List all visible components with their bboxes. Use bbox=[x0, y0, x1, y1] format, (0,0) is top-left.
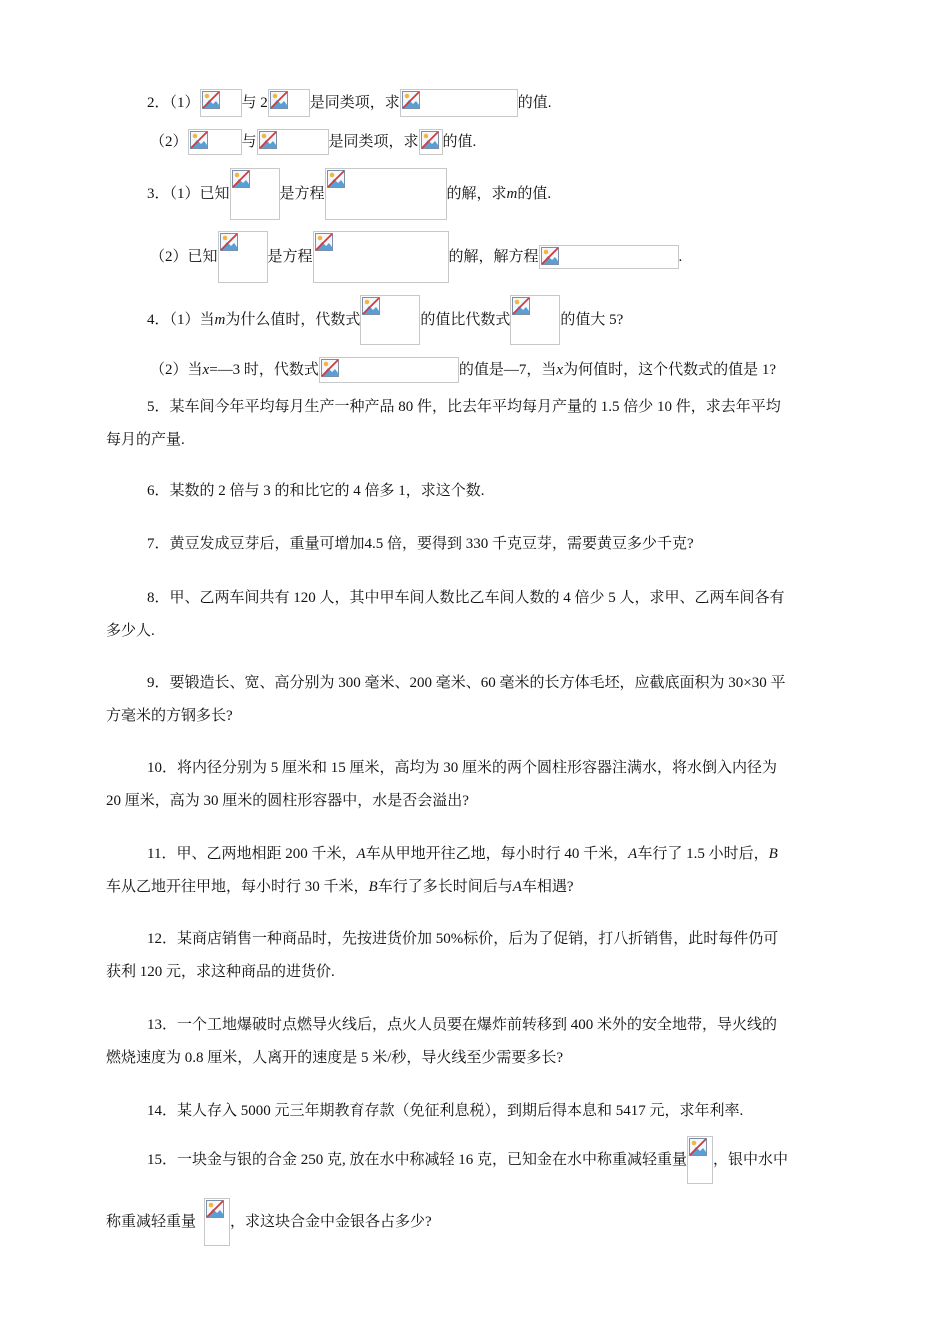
q11-line2 bbox=[106, 870, 574, 904]
text: 与 2 bbox=[241, 95, 268, 111]
broken-image-icon bbox=[689, 1138, 707, 1156]
text: 6．某数的 2 倍与 3 的和比它的 4 倍多 1，求这个数. bbox=[147, 483, 485, 499]
formula-image bbox=[200, 89, 242, 117]
text: ，银中水中 bbox=[713, 1152, 789, 1168]
q7-line1 bbox=[147, 527, 694, 561]
text: =—3 时，代数式 bbox=[209, 362, 319, 378]
variable-b: B bbox=[768, 846, 778, 862]
formula-image bbox=[319, 357, 459, 383]
broken-image-icon bbox=[362, 297, 380, 315]
formula-image bbox=[268, 89, 310, 117]
formula-image bbox=[313, 231, 449, 283]
broken-image-icon bbox=[315, 233, 333, 251]
text: 称重减轻重量 bbox=[106, 1214, 197, 1230]
text: ，求这块合金中金银各占多少? bbox=[230, 1214, 432, 1230]
q9-line1 bbox=[147, 666, 785, 700]
variable-b: B bbox=[368, 879, 378, 895]
broken-image-icon bbox=[220, 233, 238, 251]
text: 的值是—7，当 bbox=[458, 362, 557, 378]
q15-line1 bbox=[147, 1136, 788, 1184]
q4-part1 bbox=[147, 294, 623, 346]
q5-line2 bbox=[106, 423, 185, 457]
q12-line1 bbox=[147, 922, 778, 956]
text: 每月的产量. bbox=[106, 432, 185, 448]
text: 14．某人存入 5000 元三年期教育存款（免征利息税），到期后得本息和 5417 元，求年利率. bbox=[147, 1103, 744, 1119]
text: 5．某车间今年平均每月生产一种产品 80 件，比去年平均每月产量的 1.5 倍少 10 件，求去年平均 bbox=[147, 399, 781, 415]
q4-part2 bbox=[150, 353, 776, 387]
q2-number: 2．（1） bbox=[147, 95, 200, 111]
broken-image-icon bbox=[270, 91, 288, 109]
formula-image bbox=[510, 295, 560, 345]
q3-part1 bbox=[147, 168, 551, 220]
text: 15．一块金与银的合金 250 克, 放在水中称减轻 16 克，已知金在水中称重减轻重量 bbox=[147, 1152, 688, 1168]
q8-line2 bbox=[106, 614, 155, 648]
q5-line1 bbox=[147, 390, 781, 424]
text: 与 bbox=[241, 134, 257, 150]
q9-line2 bbox=[106, 699, 233, 733]
text: 的值. bbox=[517, 186, 552, 202]
text: . bbox=[678, 249, 683, 265]
broken-image-icon bbox=[421, 131, 439, 149]
formula-image bbox=[325, 168, 447, 220]
formula-image bbox=[539, 245, 679, 269]
formula-image bbox=[257, 129, 329, 155]
q12-line2 bbox=[106, 955, 335, 989]
text: 12．某商店销售一种商品时，先按进货价加 50%标价，后为了促销，打八折销售，此时每件仍可 bbox=[147, 931, 779, 947]
text: 车行了 1.5 小时后， bbox=[637, 846, 769, 862]
broken-image-icon bbox=[259, 131, 277, 149]
q10-line1 bbox=[147, 751, 777, 785]
text: 方毫米的方钢多长? bbox=[106, 708, 233, 724]
q10-line2 bbox=[106, 784, 469, 818]
text: 获利 120 元，求这种商品的进货价. bbox=[106, 964, 335, 980]
formula-image bbox=[687, 1136, 713, 1184]
text: 是方程 bbox=[267, 249, 313, 265]
q6-line1 bbox=[147, 474, 485, 508]
text: 多少人. bbox=[106, 623, 155, 639]
broken-image-icon bbox=[512, 297, 530, 315]
text: 20 厘米，高为 30 厘米的圆柱形容器中，水是否会溢出? bbox=[106, 793, 469, 809]
q2-part1 bbox=[147, 86, 552, 120]
text: 为何值时，这个代数式的值是 1? bbox=[563, 362, 777, 378]
q3-number: 3．（1）已知 bbox=[147, 186, 230, 202]
text: 的值大 5? bbox=[560, 312, 624, 328]
formula-image bbox=[230, 168, 280, 220]
broken-image-icon bbox=[190, 131, 208, 149]
q15-line2 bbox=[106, 1198, 432, 1246]
text: 的值比代数式 bbox=[420, 312, 511, 328]
variable-a: A bbox=[512, 879, 522, 895]
q4-number: 4．（1）当 bbox=[147, 312, 215, 328]
q8-line1 bbox=[147, 581, 785, 615]
formula-image bbox=[419, 129, 443, 155]
text: 9．要锻造长、宽、高分别为 300 毫米、200 毫米、60 毫米的长方体毛坯，应截底面积为 30×30 平 bbox=[147, 675, 786, 691]
text: 7．黄豆发成豆芽后，重量可增加4.5 倍，要得到 330 千克豆芽，需要黄豆多少千克? bbox=[147, 536, 694, 552]
q4-part2-label: （2）当 bbox=[150, 362, 203, 378]
broken-image-icon bbox=[321, 359, 339, 377]
text: 10．将内径分别为 5 厘米和 15 厘米，高均为 30 厘米的两个圆柱形容器注满水，将水倒入内径为 bbox=[147, 760, 778, 776]
text: 为什么值时，代数式 bbox=[225, 312, 361, 328]
variable-a: A bbox=[628, 846, 638, 862]
q2-part2-label: （2） bbox=[150, 134, 188, 150]
broken-image-icon bbox=[202, 91, 220, 109]
q14-line1 bbox=[147, 1094, 743, 1128]
formula-image bbox=[400, 89, 518, 117]
formula-image bbox=[204, 1198, 230, 1246]
formula-image bbox=[360, 295, 420, 345]
q13-line1 bbox=[147, 1008, 777, 1042]
text: 是同类项，求 bbox=[309, 95, 400, 111]
text: 13．一个工地爆破时点燃导火线后，点火人员要在爆炸前转移到 400 米外的安全地带，导火线的 bbox=[147, 1017, 778, 1033]
variable-a: A bbox=[356, 846, 366, 862]
text: 的值. bbox=[442, 134, 477, 150]
text: 的解，解方程 bbox=[448, 249, 539, 265]
variable-x: x bbox=[556, 362, 564, 378]
q11-line1 bbox=[147, 837, 778, 871]
variable-m: m bbox=[506, 186, 518, 202]
text: 8．甲、乙两车间共有 120 人，其中甲车间人数比乙车间人数的 4 倍少 5 人，求甲、乙两车间各有 bbox=[147, 590, 785, 606]
formula-image bbox=[218, 231, 268, 283]
q13-line2 bbox=[106, 1041, 563, 1075]
text: 车相遇? bbox=[521, 879, 574, 895]
text: 是方程 bbox=[279, 186, 325, 202]
text: 是同类项，求 bbox=[328, 134, 419, 150]
text: 的解，求 bbox=[446, 186, 507, 202]
broken-image-icon bbox=[541, 247, 559, 265]
q2-part2 bbox=[150, 125, 476, 159]
formula-image bbox=[188, 129, 242, 155]
q3-part2 bbox=[150, 231, 682, 283]
text: 燃烧速度为 0.8 厘米，人离开的速度是 5 米/秒，导火线至少需要多长? bbox=[106, 1050, 564, 1066]
variable-x: x bbox=[202, 362, 210, 378]
broken-image-icon bbox=[402, 91, 420, 109]
q3-part2-label: （2）已知 bbox=[150, 249, 218, 265]
broken-image-icon bbox=[327, 170, 345, 188]
text: 11．甲、乙两地相距 200 千米， bbox=[147, 846, 357, 862]
broken-image-icon bbox=[232, 170, 250, 188]
text: 车行了多长时间后与 bbox=[377, 879, 513, 895]
text: 车从乙地开往甲地，每小时行 30 千米， bbox=[106, 879, 369, 895]
variable-m: m bbox=[214, 312, 226, 328]
broken-image-icon bbox=[206, 1200, 224, 1218]
text: 的值. bbox=[517, 95, 552, 111]
text: 车从甲地开往乙地，每小时行 40 千米， bbox=[365, 846, 629, 862]
